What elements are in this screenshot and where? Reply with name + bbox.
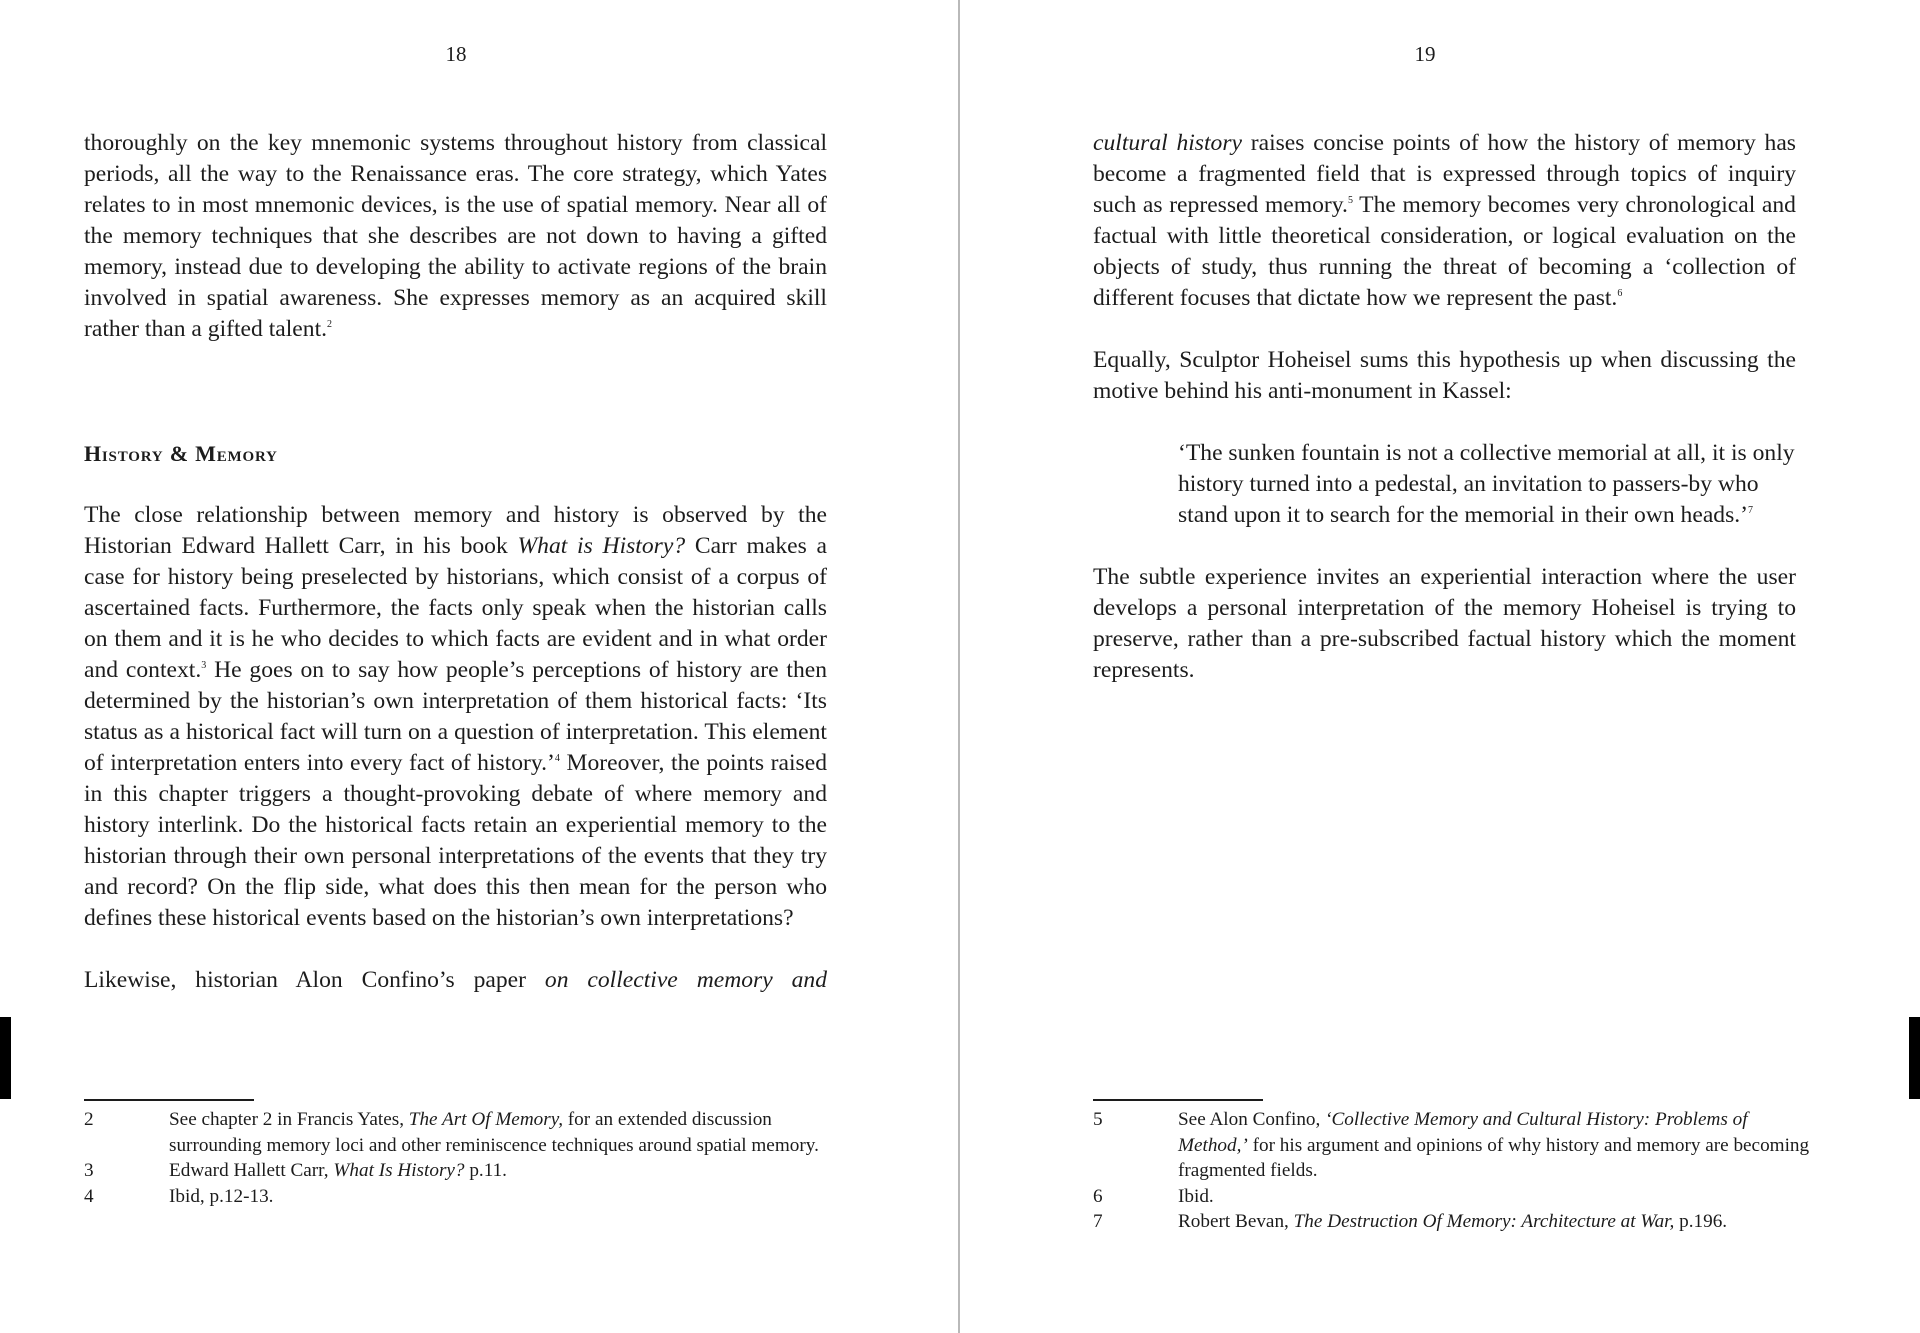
page-number: 18 — [445, 42, 467, 66]
crop-mark — [0, 1017, 11, 1099]
page-number: 19 — [1414, 42, 1436, 66]
crop-mark — [1909, 1017, 1920, 1099]
footnote-ref: 2 — [327, 319, 333, 330]
body-text — [1093, 128, 1796, 686]
footnote: 6 Ibid. — [1093, 1185, 1214, 1207]
paragraph: Likewise, historian Alon Confino’s paper on collective memory and — [84, 967, 828, 993]
paragraph: thoroughly on the key mnemonic systems throughout history from classical periods, all the way to the Renaissance eras. The core strategy, which Yates relates to in most mnemonic devices, is the use of spatial memory. Near all of the memory techniques that she describes are not down to having a gifted memory, instead due to developing the ability to activate regions of the brain involved in spatial awareness. She expresses memory as an acquired skill rather than a gifted talent.$^2$ — [84, 130, 827, 342]
body-text — [84, 128, 827, 996]
footnote: 2 See chapter 2 in Francis Yates, The Art Of Memory, for an extended discussion surrounding memory loci and other reminiscence techniques around spatial memory. — [84, 1109, 819, 1156]
footnote-ref: 7 — [1748, 505, 1754, 516]
footnote-ref: 3 — [201, 660, 207, 671]
footnote: 3 Edward Hallett Carr, What Is History? p.11. — [84, 1160, 507, 1181]
footnote-rule — [1093, 1099, 1263, 1101]
right-page — [960, 0, 1920, 1333]
footnote: 5 See Alon Confino, ‘Collective Memory and Cultural History: Problems of Method,’ for his argument and opinions of why history and memory are becoming fragmented fields. — [1093, 1109, 1810, 1181]
paragraph: The subtle experience invites an experiential interaction where the user develops a personal interpretation of the memory Hoheisel is trying to preserve, rather than a pre-subscribed factual history which the moment represents. — [1093, 564, 1796, 683]
footnote: 4 Ibid, p.12-13. — [84, 1185, 274, 1207]
paragraph: The close relationship between memory and history is observed by the Historian Edward Hallett Carr, in his book What is History? Carr makes a case for history being preselected by historians, which consist of a corpus of ascertained facts. Furthermore, the facts only speak when the historian calls on them and it is he who decides to which facts are evident and in what order and context.$^3$ He goes on to say how people’s perceptions of history are then determined by the historian’s own interpretation of them historical facts: ‘Its status as a historical fact will turn on a question of interpretation. This element of interpretation enters into every fact of history.’$^4$ Moreover, the points raised in this chapter triggers a thought-provoking debate of where memory and history interlink. Do the historical facts retain an experiential memory to the historian through their own personal interpretations of the events that they try and record? On the flip side, what does this then mean for the person who defines these historical events based on the historian’s own interpretations? — [84, 502, 828, 931]
footnotes — [84, 1107, 834, 1209]
block-quote: ‘The sunken fountain is not a collective memorial at all, it is only history turned into a pedestal, an invitation to passers-by who stand upon it to search for the memorial in their own heads.’$^7$ — [1178, 440, 1795, 528]
footnotes — [1093, 1107, 1813, 1235]
footnote-ref: 6 — [1617, 288, 1623, 299]
paragraph: cultural history raises concise points of how the history of memory has become a fragmented field that is expressed through topics of inquiry such as repressed memory.$^5$ The memory becomes very chronological and factual with little theoretical consideration, or logical evaluation on the objects of study, thus running the threat of becoming a ‘collection of different focuses that dictate how we represent the past.$^6$ — [1093, 130, 1796, 311]
footnote-ref: 4 — [554, 753, 560, 764]
footnote: 7 Robert Bevan, The Destruction Of Memory: Architecture at War, p.196. — [1093, 1211, 1728, 1232]
left-page — [0, 0, 958, 1333]
footnote-ref: 5 — [1347, 195, 1353, 206]
section-heading: History & Memory — [84, 441, 278, 466]
footnote-rule — [84, 1099, 254, 1101]
paragraph: Equally, Sculptor Hoheisel sums this hypothesis up when discussing the motive behind his anti-monument in Kassel: — [1093, 347, 1796, 404]
